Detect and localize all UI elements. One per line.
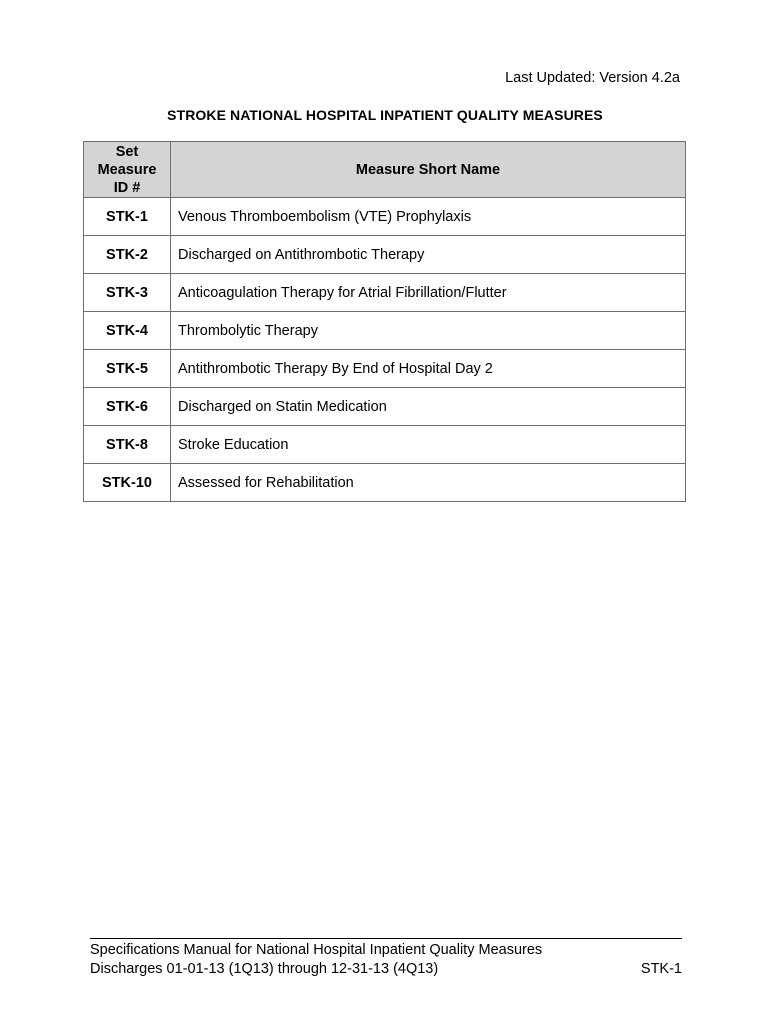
measure-name-cell: Venous Thromboembolism (VTE) Prophylaxis xyxy=(171,198,686,236)
measure-name-cell: Stroke Education xyxy=(171,426,686,464)
document-title: STROKE NATIONAL HOSPITAL INPATIENT QUALITY MEASURES xyxy=(167,107,603,123)
header-row xyxy=(84,142,686,198)
footer-discharge-range: Discharges 01-01-13 (1Q13) through 12-31-13 (4Q13) xyxy=(90,961,439,977)
measure-name-cell: Antithrombotic Therapy By End of Hospital Day 2 xyxy=(171,350,686,388)
table-row xyxy=(84,388,686,426)
measure-id-cell: STK-10 xyxy=(84,464,171,502)
measure-name-cell: Assessed for Rehabilitation xyxy=(171,464,686,502)
table-row xyxy=(84,198,686,236)
measure-id-cell: STK-2 xyxy=(84,236,171,274)
measure-name-cell: Discharged on Statin Medication xyxy=(171,388,686,426)
last-updated-version: Last Updated: Version 4.2a xyxy=(505,70,680,86)
table-row xyxy=(84,312,686,350)
measure-name-cell: Discharged on Antithrombotic Therapy xyxy=(171,236,686,274)
measure-id-cell: STK-3 xyxy=(84,274,171,312)
measure-id-cell: STK-8 xyxy=(84,426,171,464)
table-row xyxy=(84,274,686,312)
column-header-id-line2: Measure xyxy=(97,161,157,178)
table-row xyxy=(84,464,686,502)
column-header-short-name: Measure Short Name xyxy=(171,142,686,198)
column-header-id-line1: Set xyxy=(115,143,139,160)
footer-divider xyxy=(90,938,682,939)
table-body xyxy=(84,198,686,502)
footer-manual-title: Specifications Manual for National Hospital Inpatient Quality Measures xyxy=(90,942,543,958)
column-header-measure-id xyxy=(84,142,171,198)
table-header xyxy=(84,142,686,198)
measure-name-cell: Anticoagulation Therapy for Atrial Fibrillation/Flutter xyxy=(171,274,686,312)
measures-table xyxy=(83,141,686,502)
table-row xyxy=(84,426,686,464)
measure-id-cell: STK-6 xyxy=(84,388,171,426)
column-header-id-line3: ID # xyxy=(113,179,141,196)
footer-page-label: STK-1 xyxy=(640,961,682,977)
measure-id-cell: STK-1 xyxy=(84,198,171,236)
measure-id-cell: STK-5 xyxy=(84,350,171,388)
measure-id-cell: STK-4 xyxy=(84,312,171,350)
table-row xyxy=(84,350,686,388)
table-row xyxy=(84,236,686,274)
measure-name-cell: Thrombolytic Therapy xyxy=(171,312,686,350)
